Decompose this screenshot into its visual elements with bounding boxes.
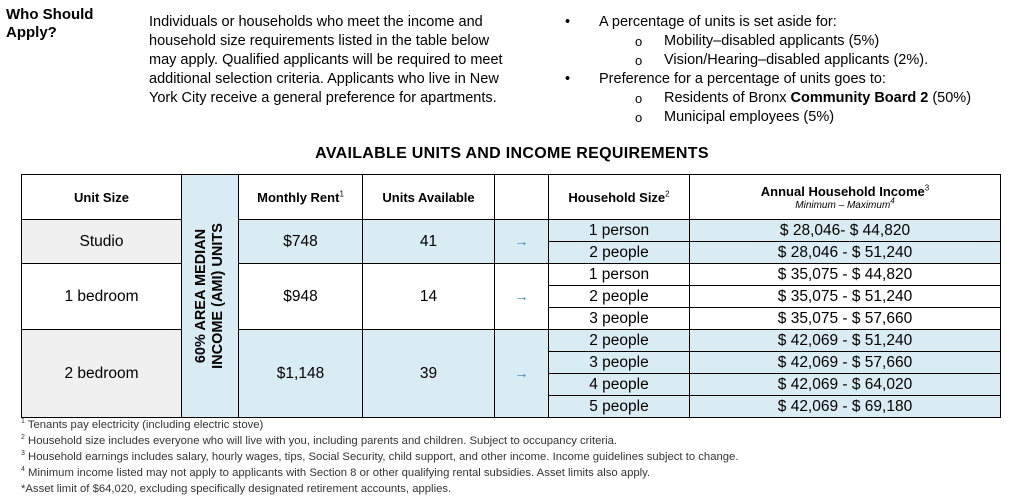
- footnotes: [21, 417, 738, 497]
- footnote-text: *Asset limit of $64,020, excluding specifically designated retirement accounts, applies.: [21, 483, 452, 495]
- footnote-mark: 2: [21, 434, 25, 442]
- unit-size-cell: 1 bedroom: [22, 264, 182, 330]
- footnote-1: [21, 417, 738, 433]
- table-row: [22, 330, 1001, 352]
- units-cell: 39: [363, 330, 495, 418]
- arrow-right-icon: →: [514, 364, 529, 381]
- preference-list: [565, 13, 1020, 127]
- units-cell: 41: [363, 220, 495, 264]
- footnote-mark: 3: [924, 183, 930, 193]
- footnote-mark: 4: [890, 196, 895, 206]
- footnote-mark: 4: [21, 466, 25, 474]
- setaside-item-mobility: o Mobility–disabled applicants (5%): [565, 32, 1020, 51]
- footnote-2: [21, 433, 738, 449]
- preference-heading: • Preference for a percentage of units goes to:: [565, 70, 1020, 89]
- ami-label-cell: [182, 175, 239, 418]
- preference-item-board-pre: Residents of Bronx: [664, 90, 791, 106]
- who-should-apply-heading: Who Should Apply?: [6, 6, 94, 41]
- section-title: AVAILABLE UNITS AND INCOME REQUIREMENTS: [315, 145, 709, 162]
- header-household-size-label: Household Size: [568, 189, 666, 205]
- footnote-text: Household earnings includes salary, hourly wages, tips, Social Security, child support, and other income. Income guidelines subject to change.: [28, 451, 739, 463]
- household-size-cell: 1 person: [549, 220, 690, 242]
- table-row: [22, 264, 1001, 286]
- rent-cell: $948: [239, 264, 363, 330]
- household-size-cell: 5 people: [549, 396, 690, 418]
- header-arrow-spacer: [495, 175, 549, 220]
- header-household-size: [549, 175, 690, 220]
- ami-label: [193, 223, 227, 369]
- income-cell: $ 35,075 - $ 57,660: [690, 308, 1001, 330]
- header-units-available: Units Available: [363, 175, 495, 220]
- units-cell: 14: [363, 264, 495, 330]
- income-cell: $ 28,046 - $ 51,240: [690, 242, 1001, 264]
- rent-cell: $1,148: [239, 330, 363, 418]
- income-cell: $ 42,069 - $ 64,020: [690, 374, 1001, 396]
- ami-label-line1: 60% AREA MEDIAN: [193, 228, 209, 364]
- footnote-mark: 1: [339, 189, 344, 199]
- income-cell: $ 28,046- $ 44,820: [690, 220, 1001, 242]
- footnote-4: [21, 465, 738, 481]
- household-size-cell: 2 people: [549, 330, 690, 352]
- unit-size-cell: Studio: [22, 220, 182, 264]
- household-size-cell: 2 people: [549, 286, 690, 308]
- footnote-asset-limit: [21, 481, 738, 497]
- header-annual-income-label: Annual Household Income: [760, 183, 925, 199]
- header-annual-income-sub: [690, 196, 1000, 211]
- footnote-text: Tenants pay electricity (including electric stove): [27, 419, 264, 431]
- header-annual-income-sub-label: Minimum – Maximum: [795, 199, 891, 211]
- arrow-right-icon: →: [514, 232, 529, 249]
- ami-label-line2: INCOME (AMI) UNITS: [210, 223, 226, 369]
- header-annual-income: [690, 175, 1001, 220]
- setaside-heading: • A percentage of units is set aside for:: [565, 13, 1020, 32]
- footnote-text: Household size includes everyone who will live with you, including parents and children. Subject to occupancy criteria.: [28, 435, 618, 447]
- header-monthly-rent-label: Monthly Rent: [257, 189, 340, 205]
- arrow-right-icon: →: [514, 287, 529, 304]
- arrow-cell: [495, 264, 549, 330]
- header-unit-size: Unit Size: [22, 175, 182, 220]
- preference-item-board-bold: Community Board 2: [790, 90, 929, 106]
- income-cell: $ 35,075 - $ 51,240: [690, 286, 1001, 308]
- arrow-cell: [495, 330, 549, 418]
- rent-cell: $748: [239, 220, 363, 264]
- income-cell: $ 42,069 - $ 69,180: [690, 396, 1001, 418]
- footnote-text: Minimum income listed may not apply to applicants with Section 8 or other qualifying rental subsidies. Asset limits also apply.: [28, 467, 651, 479]
- income-cell: $ 35,075 - $ 44,820: [690, 264, 1001, 286]
- arrow-cell: [495, 220, 549, 264]
- footnote-3: [21, 449, 738, 465]
- header-monthly-rent: [239, 175, 363, 220]
- units-income-table: [21, 174, 1001, 418]
- income-cell: $ 42,069 - $ 51,240: [690, 330, 1001, 352]
- household-size-cell: 3 people: [549, 352, 690, 374]
- footnote-mark: 2: [665, 189, 670, 199]
- intro-paragraph: Individuals or households who meet the income and household size requirements listed in the table below may apply. Qualified applicants will be required to meet additional selection criteria. Applicants who live in New York City receive a general preference for apartments.: [149, 14, 503, 106]
- footnote-mark: 1: [21, 418, 25, 426]
- income-cell: $ 42,069 - $ 57,660: [690, 352, 1001, 374]
- preference-item-board: [565, 89, 1020, 108]
- household-size-cell: 3 people: [549, 308, 690, 330]
- preference-item-board-post: (50%): [928, 90, 972, 106]
- household-size-cell: 2 people: [549, 242, 690, 264]
- household-size-cell: 1 person: [549, 264, 690, 286]
- table-row: [22, 220, 1001, 242]
- unit-size-cell: 2 bedroom: [22, 330, 182, 418]
- footnote-mark: 3: [21, 450, 25, 458]
- setaside-item-vision: o Vision/Hearing–disabled applicants (2%).: [565, 51, 1020, 70]
- preference-item-municipal: o Municipal employees (5%): [565, 108, 1020, 127]
- household-size-cell: 4 people: [549, 374, 690, 396]
- table-header-row: [22, 175, 1001, 220]
